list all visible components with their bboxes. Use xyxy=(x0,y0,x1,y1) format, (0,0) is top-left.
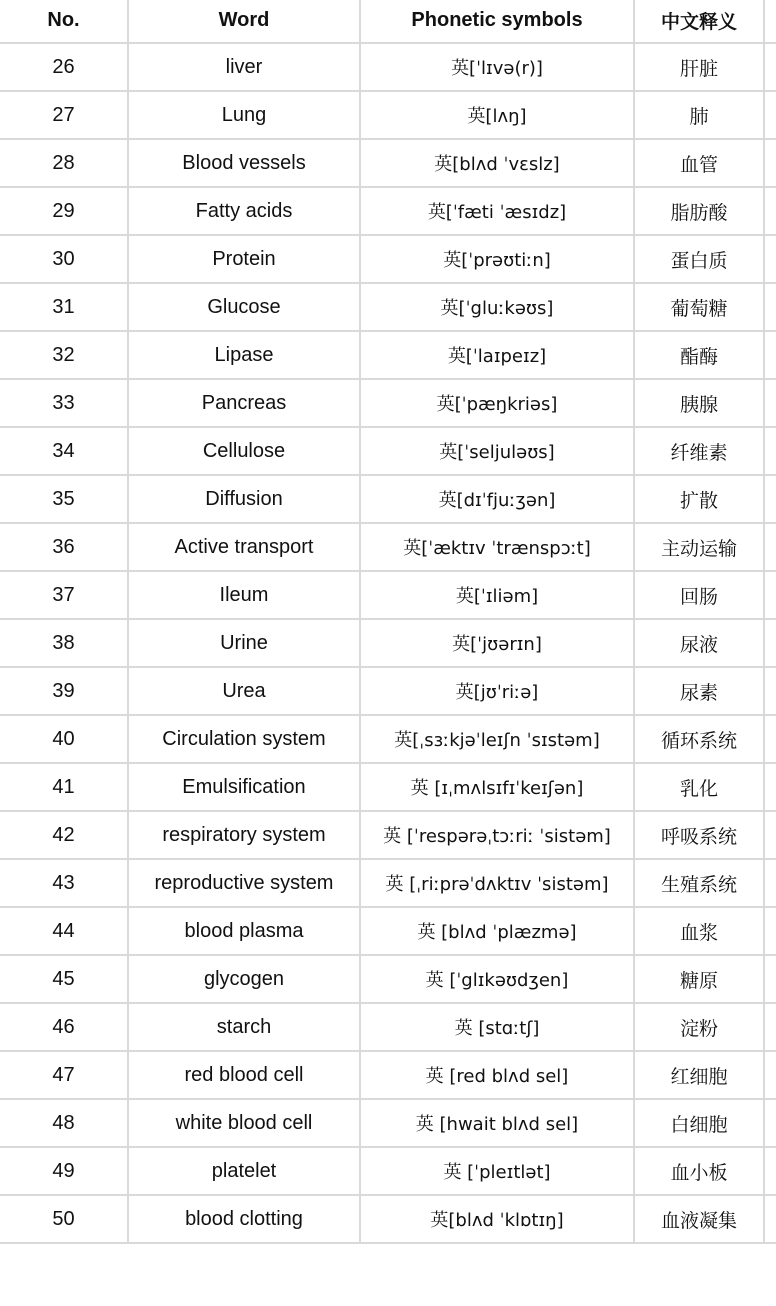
row-number: 42 xyxy=(0,811,128,859)
row-number: 31 xyxy=(0,283,128,331)
table-row xyxy=(0,1003,776,1051)
row-chinese-meaning: 脂肪酸 xyxy=(634,187,764,235)
row-phonetic: 英 [red blʌd sel] xyxy=(360,1051,634,1099)
row-chinese-meaning: 生殖系统 xyxy=(634,859,764,907)
row-chinese-meaning: 血管 xyxy=(634,139,764,187)
table-row xyxy=(0,1195,776,1243)
row-phonetic: 英 [stɑːtʃ] xyxy=(360,1003,634,1051)
header-phonetic: Phonetic symbols xyxy=(360,0,634,43)
row-word: Cellulose xyxy=(128,427,360,475)
row-phonetic: 英 [ˌriːprəˈdʌktɪv ˈsistəm] xyxy=(360,859,634,907)
row-chinese-meaning: 蛋白质 xyxy=(634,235,764,283)
row-number: 36 xyxy=(0,523,128,571)
row-number: 32 xyxy=(0,331,128,379)
row-number: 46 xyxy=(0,1003,128,1051)
row-empty-cell xyxy=(764,667,776,715)
row-empty-cell xyxy=(764,427,776,475)
row-word: respiratory system xyxy=(128,811,360,859)
row-chinese-meaning: 血浆 xyxy=(634,907,764,955)
row-phonetic: 英 [ˈrespərəˌtɔːriː ˈsistəm] xyxy=(360,811,634,859)
table-row xyxy=(0,1147,776,1195)
row-number: 28 xyxy=(0,139,128,187)
table-row xyxy=(0,139,776,187)
table-row xyxy=(0,955,776,1003)
row-chinese-meaning: 尿素 xyxy=(634,667,764,715)
table-row xyxy=(0,619,776,667)
row-empty-cell xyxy=(764,571,776,619)
row-word: Diffusion xyxy=(128,475,360,523)
table-row xyxy=(0,235,776,283)
row-phonetic: 英[ˈæktɪv ˈtrænspɔːt] xyxy=(360,523,634,571)
table-row xyxy=(0,715,776,763)
header-row xyxy=(0,0,776,43)
row-empty-cell xyxy=(764,187,776,235)
row-number: 48 xyxy=(0,1099,128,1147)
row-word: Protein xyxy=(128,235,360,283)
row-phonetic: 英[ˈlaɪpeɪz] xyxy=(360,331,634,379)
row-empty-cell xyxy=(764,235,776,283)
row-phonetic: 英[ˈjʊərɪn] xyxy=(360,619,634,667)
row-chinese-meaning: 酯酶 xyxy=(634,331,764,379)
row-chinese-meaning: 淀粉 xyxy=(634,1003,764,1051)
row-phonetic: 英[ˌsɜːkjəˈleɪʃn ˈsɪstəm] xyxy=(360,715,634,763)
row-phonetic: 英[jʊˈriːə] xyxy=(360,667,634,715)
row-number: 45 xyxy=(0,955,128,1003)
row-number: 33 xyxy=(0,379,128,427)
row-empty-cell xyxy=(764,1051,776,1099)
table-row xyxy=(0,283,776,331)
table-row xyxy=(0,187,776,235)
row-word: Pancreas xyxy=(128,379,360,427)
header-word: Word xyxy=(128,0,360,43)
table-row xyxy=(0,523,776,571)
row-chinese-meaning: 葡萄糖 xyxy=(634,283,764,331)
row-phonetic: 英[blʌd ˈklɒtɪŋ] xyxy=(360,1195,634,1243)
row-phonetic: 英 [ɪˌmʌlsɪfɪˈkeɪʃən] xyxy=(360,763,634,811)
row-chinese-meaning: 乳化 xyxy=(634,763,764,811)
row-phonetic: 英[ˈgluːkəʊs] xyxy=(360,283,634,331)
row-number: 38 xyxy=(0,619,128,667)
table-row xyxy=(0,331,776,379)
table-row xyxy=(0,475,776,523)
row-chinese-meaning: 糖原 xyxy=(634,955,764,1003)
row-number: 47 xyxy=(0,1051,128,1099)
row-word: liver xyxy=(128,43,360,91)
row-number: 39 xyxy=(0,667,128,715)
row-word: Blood vessels xyxy=(128,139,360,187)
row-empty-cell xyxy=(764,1003,776,1051)
table-row xyxy=(0,907,776,955)
table-row xyxy=(0,811,776,859)
table-row xyxy=(0,1051,776,1099)
row-phonetic: 英 [ˈglɪkəʊdʒen] xyxy=(360,955,634,1003)
row-number: 34 xyxy=(0,427,128,475)
row-number: 30 xyxy=(0,235,128,283)
row-phonetic: 英 [ˈpleɪtlət] xyxy=(360,1147,634,1195)
row-word: platelet xyxy=(128,1147,360,1195)
row-word: blood plasma xyxy=(128,907,360,955)
row-number: 50 xyxy=(0,1195,128,1243)
row-word: Lung xyxy=(128,91,360,139)
row-empty-cell xyxy=(764,1099,776,1147)
row-word: Fatty acids xyxy=(128,187,360,235)
header-empty-cell xyxy=(764,0,776,43)
row-number: 29 xyxy=(0,187,128,235)
row-chinese-meaning: 血液凝集 xyxy=(634,1195,764,1243)
row-empty-cell xyxy=(764,475,776,523)
row-chinese-meaning: 扩散 xyxy=(634,475,764,523)
row-word: white blood cell xyxy=(128,1099,360,1147)
table-row xyxy=(0,379,776,427)
row-chinese-meaning: 胰腺 xyxy=(634,379,764,427)
row-number: 49 xyxy=(0,1147,128,1195)
row-empty-cell xyxy=(764,139,776,187)
table-row xyxy=(0,1099,776,1147)
row-empty-cell xyxy=(764,907,776,955)
row-empty-cell xyxy=(764,859,776,907)
row-chinese-meaning: 主动运输 xyxy=(634,523,764,571)
row-chinese-meaning: 肝脏 xyxy=(634,43,764,91)
row-word: blood clotting xyxy=(128,1195,360,1243)
table-row xyxy=(0,763,776,811)
row-number: 43 xyxy=(0,859,128,907)
row-number: 35 xyxy=(0,475,128,523)
row-empty-cell xyxy=(764,379,776,427)
table-row xyxy=(0,571,776,619)
row-empty-cell xyxy=(764,715,776,763)
row-empty-cell xyxy=(764,523,776,571)
row-phonetic: 英[dɪˈfjuːʒən] xyxy=(360,475,634,523)
row-phonetic: 英 [blʌd ˈplæzmə] xyxy=(360,907,634,955)
row-phonetic: 英[ˈprəʊtiːn] xyxy=(360,235,634,283)
row-chinese-meaning: 白细胞 xyxy=(634,1099,764,1147)
row-phonetic: 英[ˈɪliəm] xyxy=(360,571,634,619)
row-word: Glucose xyxy=(128,283,360,331)
row-number: 40 xyxy=(0,715,128,763)
row-chinese-meaning: 呼吸系统 xyxy=(634,811,764,859)
row-empty-cell xyxy=(764,1195,776,1243)
table-row xyxy=(0,43,776,91)
row-chinese-meaning: 肺 xyxy=(634,91,764,139)
row-phonetic: 英[blʌd ˈvɛslz] xyxy=(360,139,634,187)
row-word: Circulation system xyxy=(128,715,360,763)
row-phonetic: 英 [hwait blʌd sel] xyxy=(360,1099,634,1147)
row-phonetic: 英[lʌŋ] xyxy=(360,91,634,139)
row-chinese-meaning: 血小板 xyxy=(634,1147,764,1195)
row-word: red blood cell xyxy=(128,1051,360,1099)
table-body xyxy=(0,43,776,1243)
row-phonetic: 英[ˈseljuləʊs] xyxy=(360,427,634,475)
row-phonetic: 英[ˈlɪvə(r)] xyxy=(360,43,634,91)
row-number: 26 xyxy=(0,43,128,91)
row-word: Lipase xyxy=(128,331,360,379)
header-chinese: 中文释义 xyxy=(634,0,764,43)
row-word: glycogen xyxy=(128,955,360,1003)
row-chinese-meaning: 循环系统 xyxy=(634,715,764,763)
row-chinese-meaning: 纤维素 xyxy=(634,427,764,475)
row-phonetic: 英[ˈfæti ˈæsɪdz] xyxy=(360,187,634,235)
row-word: Active transport xyxy=(128,523,360,571)
row-chinese-meaning: 红细胞 xyxy=(634,1051,764,1099)
row-number: 44 xyxy=(0,907,128,955)
row-empty-cell xyxy=(764,811,776,859)
row-empty-cell xyxy=(764,619,776,667)
row-empty-cell xyxy=(764,91,776,139)
row-empty-cell xyxy=(764,763,776,811)
row-number: 37 xyxy=(0,571,128,619)
row-word: Ileum xyxy=(128,571,360,619)
row-number: 41 xyxy=(0,763,128,811)
row-number: 27 xyxy=(0,91,128,139)
table-row xyxy=(0,427,776,475)
row-chinese-meaning: 尿液 xyxy=(634,619,764,667)
row-empty-cell xyxy=(764,283,776,331)
header-no: No. xyxy=(0,0,128,43)
table-row xyxy=(0,859,776,907)
row-word: Urea xyxy=(128,667,360,715)
row-empty-cell xyxy=(764,331,776,379)
row-phonetic: 英[ˈpæŋkriəs] xyxy=(360,379,634,427)
row-chinese-meaning: 回肠 xyxy=(634,571,764,619)
row-empty-cell xyxy=(764,955,776,1003)
table-row xyxy=(0,91,776,139)
row-empty-cell xyxy=(764,1147,776,1195)
row-word: Emulsification xyxy=(128,763,360,811)
table-row xyxy=(0,667,776,715)
row-word: Urine xyxy=(128,619,360,667)
row-word: reproductive system xyxy=(128,859,360,907)
row-empty-cell xyxy=(764,43,776,91)
row-word: starch xyxy=(128,1003,360,1051)
